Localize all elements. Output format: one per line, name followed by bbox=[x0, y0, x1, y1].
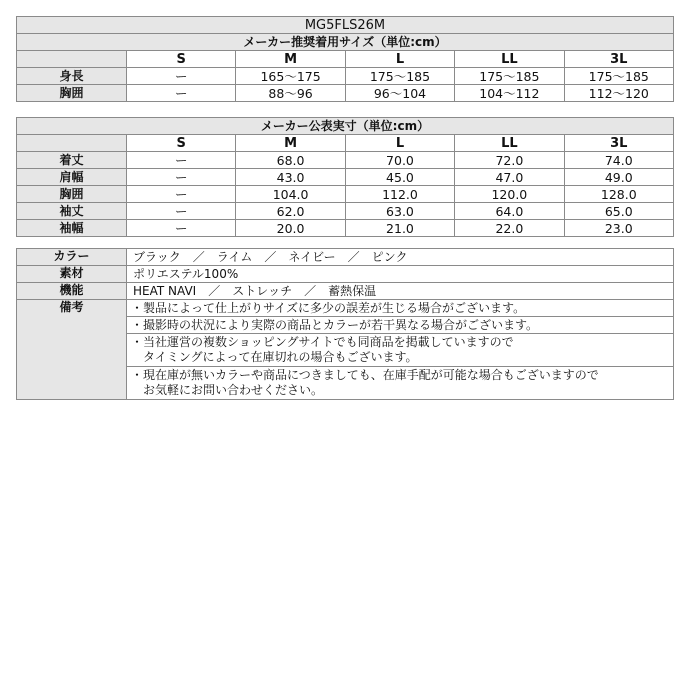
note-line: ・現在庫が無いカラーや商品につきましても、在庫手配が可能な場合もございますので bbox=[131, 368, 599, 382]
cell: 47.0 bbox=[455, 169, 564, 186]
material-label: 素材 bbox=[17, 266, 127, 283]
cell: 43.0 bbox=[236, 169, 345, 186]
size-header: M bbox=[236, 135, 345, 152]
product-info-table bbox=[16, 248, 674, 400]
row-label: 胸囲 bbox=[17, 186, 127, 203]
table-row bbox=[17, 85, 674, 102]
cell: 175～185 bbox=[564, 68, 673, 85]
cell: 62.0 bbox=[236, 203, 345, 220]
cell: 74.0 bbox=[564, 152, 673, 169]
note-line: ・当社運営の複数ショッピングサイトでも同商品を掲載していますので bbox=[131, 335, 514, 349]
table-row bbox=[17, 220, 674, 237]
cell: 112～120 bbox=[564, 85, 673, 102]
table-row bbox=[17, 203, 674, 220]
cell: 68.0 bbox=[236, 152, 345, 169]
cell: 88～96 bbox=[236, 85, 345, 102]
row-label: 身長 bbox=[17, 68, 127, 85]
cell: 64.0 bbox=[455, 203, 564, 220]
note-item bbox=[127, 317, 674, 334]
material-value: ポリエステル100% bbox=[127, 266, 674, 283]
cell: ー bbox=[127, 68, 236, 85]
actual-heading: メーカー公表実寸（単位:cm） bbox=[17, 118, 674, 135]
note-line: タイミングによって在庫切れの場合もございます。 bbox=[131, 350, 418, 364]
cell: 70.0 bbox=[345, 152, 454, 169]
size-header: M bbox=[236, 51, 345, 68]
size-header: L bbox=[345, 135, 454, 152]
cell: 63.0 bbox=[345, 203, 454, 220]
cell: ー bbox=[127, 169, 236, 186]
table-row bbox=[17, 169, 674, 186]
size-header: 3L bbox=[564, 51, 673, 68]
model-title: MG5FLS26M bbox=[17, 17, 674, 34]
cell: 96～104 bbox=[345, 85, 454, 102]
cell: 104.0 bbox=[236, 186, 345, 203]
cell: ー bbox=[127, 186, 236, 203]
cell: 112.0 bbox=[345, 186, 454, 203]
note-item bbox=[127, 367, 674, 400]
size-header: S bbox=[127, 51, 236, 68]
cell: 72.0 bbox=[455, 152, 564, 169]
row-label: 袖幅 bbox=[17, 220, 127, 237]
table-row bbox=[17, 152, 674, 169]
cell: 23.0 bbox=[564, 220, 673, 237]
note-line: お気軽にお問い合わせください。 bbox=[131, 383, 324, 397]
cell: 65.0 bbox=[564, 203, 673, 220]
cell: 104～112 bbox=[455, 85, 564, 102]
color-label: カラー bbox=[17, 249, 127, 266]
cell: 175～185 bbox=[345, 68, 454, 85]
table-row bbox=[17, 68, 674, 85]
function-value: HEAT NAVI ／ ストレッチ ／ 蓄熱保温 bbox=[127, 283, 674, 300]
cell: ー bbox=[127, 203, 236, 220]
cell: ー bbox=[127, 152, 236, 169]
row-label: 着丈 bbox=[17, 152, 127, 169]
cell: 22.0 bbox=[455, 220, 564, 237]
size-header: LL bbox=[455, 135, 564, 152]
row-label: 袖丈 bbox=[17, 203, 127, 220]
cell: 175～185 bbox=[455, 68, 564, 85]
cell: 120.0 bbox=[455, 186, 564, 203]
color-value: ブラック ／ ライム ／ ネイビー ／ ピンク bbox=[127, 249, 674, 266]
size-header: LL bbox=[455, 51, 564, 68]
cell: 128.0 bbox=[564, 186, 673, 203]
cell: 21.0 bbox=[345, 220, 454, 237]
recommended-size-table bbox=[16, 16, 674, 102]
cell: ー bbox=[127, 220, 236, 237]
notes-label: 備考 bbox=[17, 300, 127, 400]
size-header: S bbox=[127, 135, 236, 152]
table-row bbox=[17, 186, 674, 203]
cell: 20.0 bbox=[236, 220, 345, 237]
note-line: ・製品によって仕上がりサイズに多少の誤差が生じる場合がございます。 bbox=[131, 300, 526, 315]
function-label: 機能 bbox=[17, 283, 127, 300]
size-header: L bbox=[345, 51, 454, 68]
row-label: 肩幅 bbox=[17, 169, 127, 186]
cell: ー bbox=[127, 85, 236, 102]
note-item bbox=[127, 300, 674, 317]
actual-size-table bbox=[16, 117, 674, 237]
corner-cell bbox=[17, 135, 127, 152]
cell: 49.0 bbox=[564, 169, 673, 186]
recommended-heading: メーカー推奨着用サイズ（単位:cm） bbox=[17, 34, 674, 51]
row-label: 胸囲 bbox=[17, 85, 127, 102]
cell: 165～175 bbox=[236, 68, 345, 85]
note-line: ・撮影時の状況により実際の商品とカラーが若干異なる場合がございます。 bbox=[131, 317, 539, 332]
cell: 45.0 bbox=[345, 169, 454, 186]
corner-cell bbox=[17, 51, 127, 68]
size-header: 3L bbox=[564, 135, 673, 152]
note-item bbox=[127, 334, 674, 367]
